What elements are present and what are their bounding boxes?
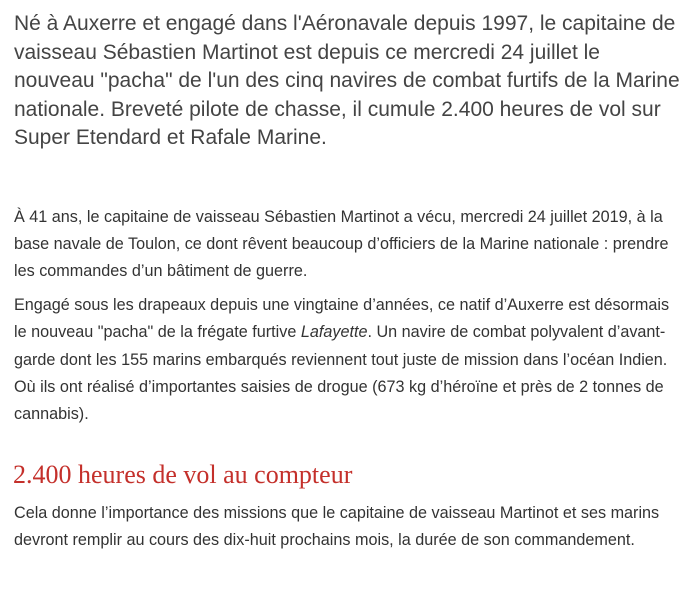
article-lead: Né à Auxerre et engagé dans l'Aéronavale depuis 1997, le capitaine de vaisseau Sébastien Martinot est depuis ce mercredi 24 juillet le nouveau "pacha" de l'un des cinq navires de combat furtifs de la Marine nationale. Breveté pilote de chasse, il cumule 2.400 heures de vol sur Super Etendard et Rafale Marine. (14, 12, 680, 149)
paragraph-frigate-start: Engagé sous les drapeaux depuis une vingtaine d’années, ce natif d’Auxerre est désormais le nouveau "pacha" de la frégate furtive (14, 296, 670, 342)
section-heading: 2.400 heures de vol au compteur (13, 460, 353, 490)
paragraph-intro: À 41 ans, le capitaine de vaisseau Sébastien Martinot a vécu, mercredi 24 juillet 2019, à la base navale de Toulon, ce dont rêvent beaucoup d’officiers de la Marine nationale : prendre les commandes d’un bâtiment de guerre. (14, 207, 669, 280)
paragraph-missions: Cela donne l’importance des missions que le capitaine de vaisseau Martinot et ses marins devront remplir au cours des dix-huit prochains mois, la durée de son commandement. (14, 504, 660, 550)
paragraph-frigate (14, 292, 680, 428)
article (14, 10, 680, 555)
paragraph-frigate-end: . Un navire de combat polyvalent d’avant-garde dont les 155 marins embarqués reviennent tout juste de mission dans l’océan Indien. Où ils ont réalisé d’importantes saisies de drogue (673 kg d’héroïne et près de 2 tonnes de cannabis). (14, 323, 668, 423)
ship-name: Lafayette (300, 323, 368, 342)
